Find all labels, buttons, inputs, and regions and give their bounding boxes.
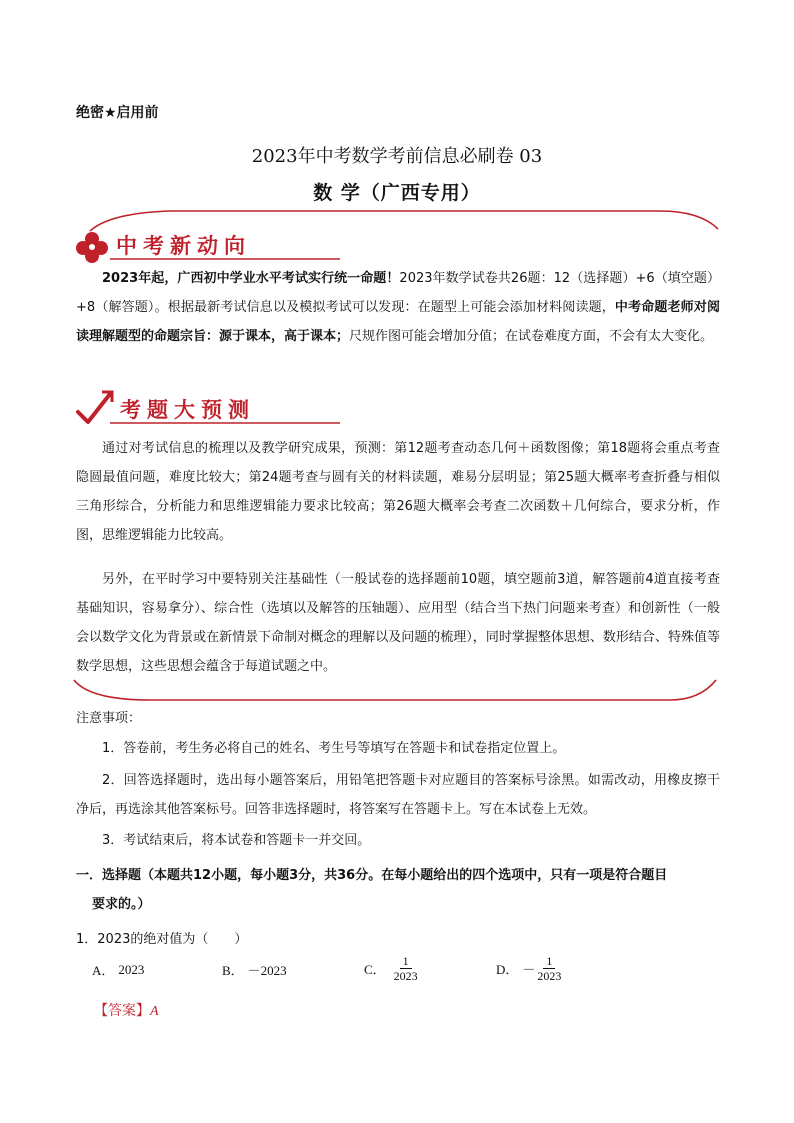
option-c-numerator: 1 (400, 954, 412, 969)
banner-prediction-label: 考题大预测 (120, 398, 255, 422)
part1-heading-line1: 一．选择题（本题共12小题，每小题3分，共36分。在每小题给出的四个选项中，只有一项是符合题目 (76, 868, 668, 883)
option-a-label: A． (92, 963, 115, 978)
section2-paragraph-1: 通过对考试信息的梳理以及教学研究成果，预测：第12题考查动态几何＋函数图像；第18题将会重点考查隐圆最值问题，难度比较大；第24题考查与圆有关的材料读题，难易分层明显；第25题大概率考查折叠与相似三角形综合，分析能力和思维逻辑能力要求比较高；第26题大概率会考查二次函数＋几何综合，要求分析，作图，思维逻辑能力比较高。 (76, 441, 720, 543)
question1-stem: 1．2023的绝对值为（ ） (76, 932, 248, 947)
option-d-denominator: 2023 (537, 969, 562, 983)
option-d-numerator: 1 (543, 954, 555, 969)
note-item-2: 2．回答选择题时，选出每小题答案后，用铅笔把答题卡对应题目的答案标号涂黑。如需改动，用橡皮擦干净后，再选涂其他答案标号。回答非选择题时，将答案写在答题卡上。写在本试卷上无效。 (76, 773, 720, 817)
banner-new-trend (70, 226, 724, 266)
option-c (364, 954, 418, 983)
banner-prediction (70, 388, 724, 428)
note-item-1: 1．答卷前，考生务必将自己的姓名、考生号等填写在答题卡和试卷指定位置上。 (102, 741, 566, 756)
option-c-label: C． (364, 962, 386, 977)
option-a (92, 960, 144, 979)
option-d-fraction (537, 954, 561, 983)
section1-bold1: 2023年起，广西初中学业水平考试实行统一命题！ (102, 271, 400, 286)
clover-icon (74, 230, 110, 264)
option-c-fraction (394, 954, 418, 983)
section1-paragraph (76, 264, 720, 351)
note-item-3: 3．考试结束后，将本试卷和答题卡一并交回。 (102, 833, 371, 848)
option-b (222, 960, 287, 979)
bottom-arc-decoration (60, 676, 730, 706)
section1-text2: 尺规作图可能会增加分值；在试卷难度方面，不会有太大变化。 (349, 329, 714, 344)
option-b-value: －2023 (247, 963, 287, 978)
banner-new-trend-label: 中考新动向 (116, 234, 251, 258)
answer-value: A (150, 1004, 159, 1019)
question1-answer (94, 1000, 159, 1020)
banner-underline-2 (110, 420, 350, 426)
section2-paragraph-2: 另外，在平时学习中要特别关注基础性（一般试卷的选择题前10题，填空题前3道，解答题前4道直接考查基础知识，容易拿分）、综合性（选填以及解答的压轴题）、应用型（结合当下热门问题来考查）和创新性（一般会以数学文化为背景或在新情景下命制对概念的理解以及问题的梳理），同时掌握整体思想、数形结合、特殊值等数学思想，这些思想会蕴含于每道试题之中。 (76, 572, 720, 674)
option-b-label: B． (222, 963, 244, 978)
exam-subtitle: 数 学（广西专用） (313, 182, 481, 204)
answer-label: 【答案】 (94, 1003, 150, 1019)
option-d (496, 954, 561, 983)
option-c-denominator: 2023 (393, 969, 418, 983)
section1-text1: 2023年数学试卷共26题：12（选择题）+6（填空题）+8（解答题）。根据最新考试信息以及模拟考试可以发现：在题型上可能会添加材料阅读题， (76, 271, 720, 315)
option-d-label: D． (496, 962, 519, 977)
notes-heading: 注意事项： (76, 711, 142, 726)
option-d-sign: － (522, 962, 536, 977)
exam-title: 2023年中考数学考前信息必刷卷 03 (251, 146, 543, 167)
part1-heading-line2: 要求的。） (92, 897, 151, 912)
banner-underline (110, 256, 350, 262)
section1-bold2: 中考命题老师对阅读理解题型的命题宗旨：源于课本，高于课本； (76, 300, 720, 344)
confidential-mark: 绝密★启用前 (76, 105, 159, 121)
option-a-value: 2023 (118, 961, 145, 977)
